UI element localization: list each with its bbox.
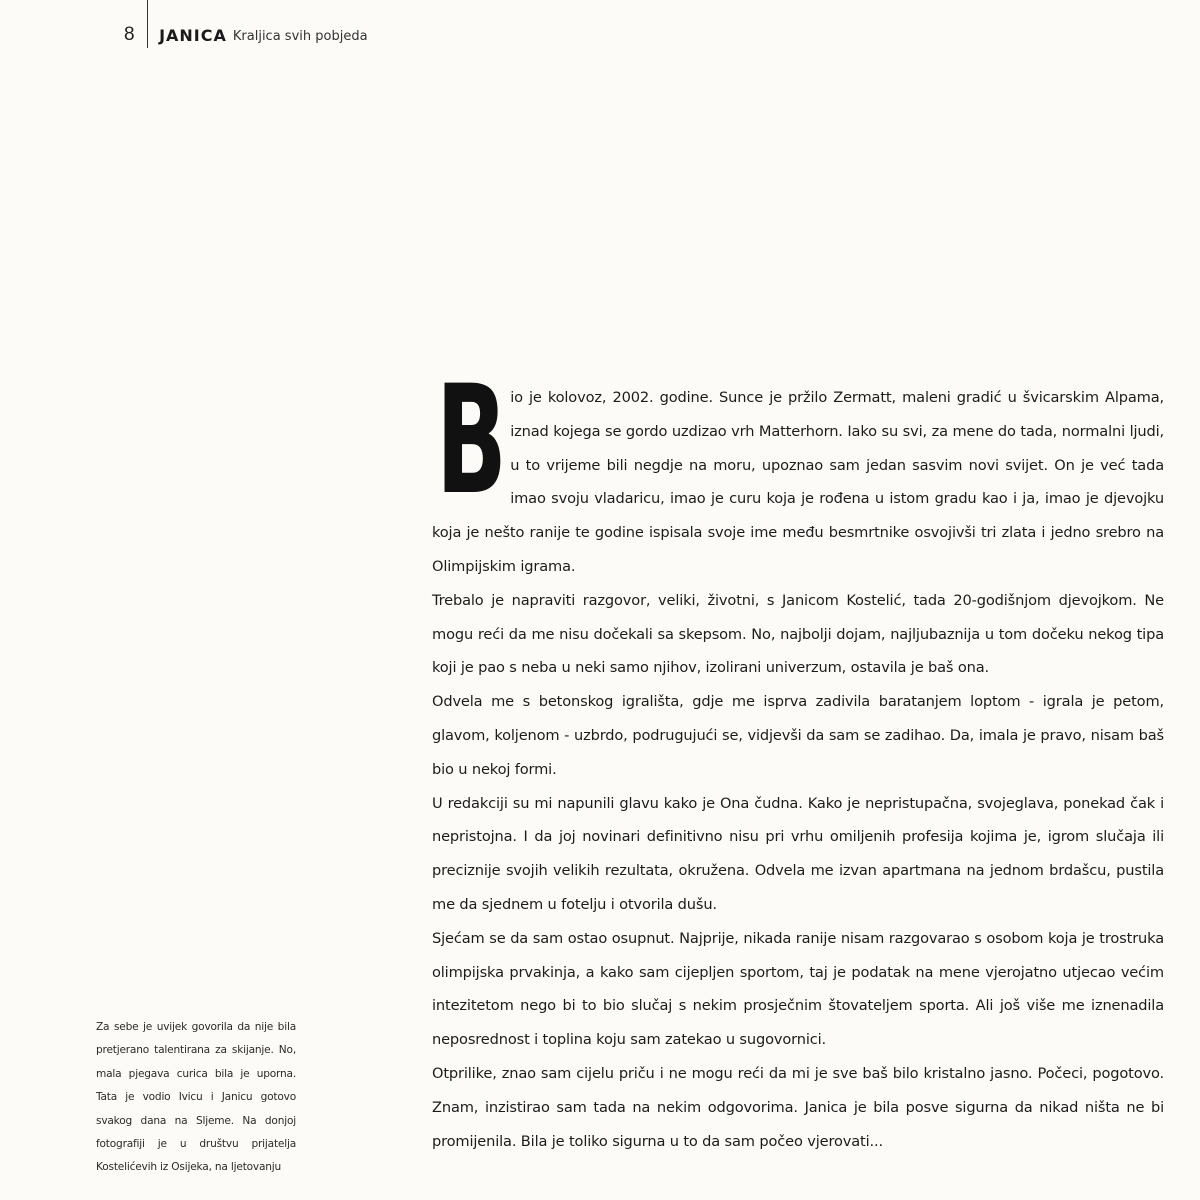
article-body	[432, 354, 1164, 1158]
article-paragraph: Sjećam se da sam ostao osupnut. Najprije, nikada ranije nisam razgovarao s osobom koja je trostruka olimpijska prvakinja, a kako sam cijepljen sportom, taj je podatak na mene vjerojatno utjecao većim intezitetom nego bi to bio slučaj s nekim prosječnim štovateljem sporta. Ali još više me iznenadila neposrednost i toplina koju sam zatekao u sugovornici.	[432, 929, 1164, 1049]
book-title: JANICA	[159, 25, 227, 45]
header-divider	[147, 0, 149, 48]
book-subtitle: Kraljica svih pobjeda	[232, 28, 368, 44]
article-paragraph: Otprilike, znao sam cijelu priču i ne mogu reći da mi je sve baš bilo kristalno jasno. Počeci, pogotovo. Znam, inzistirao sam tada na nekim odgovorima. Janica je bila posve sigurna da nikad ništa ne bi promijenila. Bila je toliko sigurna u to da sam počeo vjerovati...	[432, 1064, 1164, 1150]
paragraph-text: io je kolovoz, 2002. godine. Sunce je pržilo Zermatt, maleni gradić u švicarskim Alpama, iznad kojega se gordo uzdizao vrh Matterhorn. Iako su svi, za mene do tada, normalni ljudi, u to vrijeme bili negdje na moru, upoznao sam jedan sasvim novi svijet. On je već tada imao svoju vladaricu, imao je curu koja je rođena u istom gradu kao i ja, imao je djevojku koja je nešto ranije te godine ispisala svoje ime među besmrtnike osvojivši tri zlata i jedno srebro na Olimpijskim igrama.	[432, 389, 1164, 575]
page-number: 8	[124, 24, 136, 45]
article-paragraph: U redakciji su mi napunili glavu kako je Ona čudna. Kako je nepristupačna, svojeglava, ponekad čak i nepristojna. I da joj novinari definitivno nisu pri vrhu omiljenih profesija kojima je, igrom slučaja ili preciznije svojih velikih rezultata, okružena. Odvela me izvan apartmana na jednom brdašcu, pustila me da sjednem u fotelju i otvorila dušu.	[432, 794, 1164, 913]
drop-cap: B	[436, 354, 507, 528]
article-paragraph: Odvela me s betonskog igrališta, gdje me isprva zadivila baratanjem loptom - igrala je petom, glavom, koljenom - uzbrdo, podrugujući se, vidjevši da sam se zadihao. Da, imala je pravo, nisam baš bio u nekoj formi.	[432, 693, 1164, 778]
running-header	[124, 20, 368, 50]
photo-caption: Za sebe je uvijek govorila da nije bila pretjerano talentirana za skijanje. No, mala pjegava curica bila je uporna. Tata je vodio Ivicu i Janicu gotovo svakog dana na Sljeme. Na donjoj fotografiji je u društvu prijatelja Kostelićevih iz Osijeka, na ljetovanju	[96, 1021, 296, 1174]
article-paragraph: Trebalo je napraviti razgovor, veliki, životni, s Janicom Kostelić, tada 20-godišnjom djevojkom. Ne mogu reći da me nisu dočekali sa skepsom. No, najbolji dojam, najljubaznija u tom dočeku nekog tipa koji je pao s neba u neki samo njihov, izolirani univerzum, ostavila je baš ona.	[432, 591, 1164, 677]
article-paragraph	[432, 354, 1164, 584]
